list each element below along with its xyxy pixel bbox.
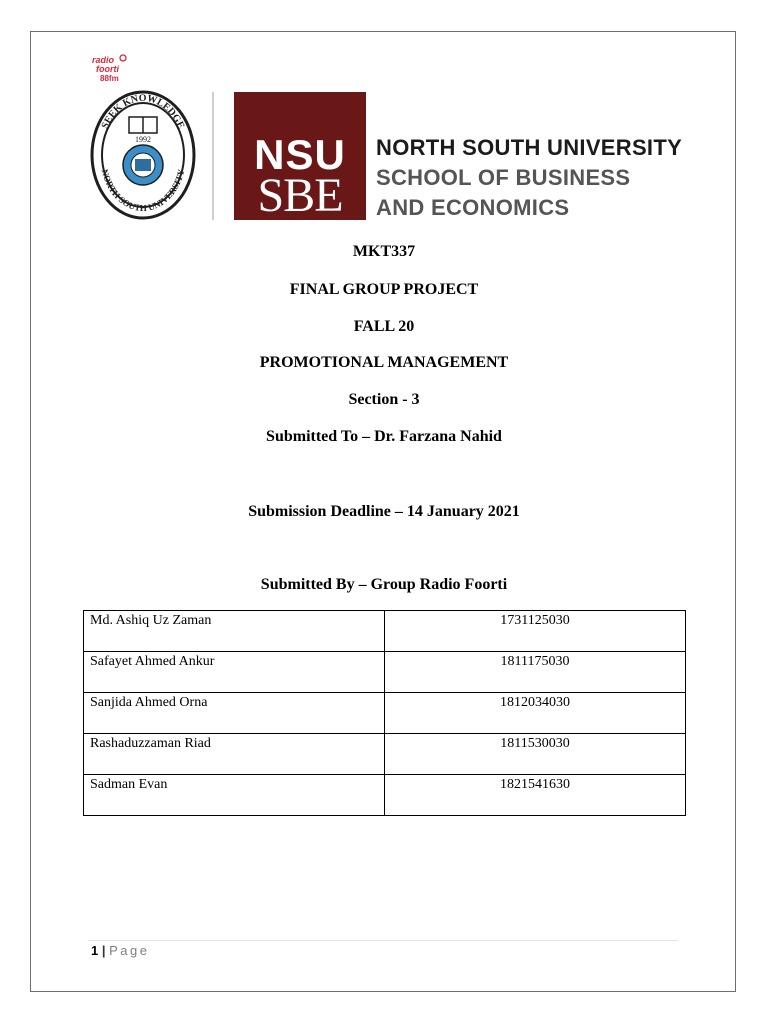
table-row [84, 611, 686, 652]
section: Section - 3 [348, 391, 420, 408]
footer-rule [88, 940, 678, 941]
project-title: FINAL GROUP PROJECT [289, 281, 479, 298]
school-line-2: AND ECONOMICS [376, 195, 570, 220]
svg-text:foorti: foorti [96, 64, 119, 74]
svg-text:SEEK KNOWLEDGE: SEEK KNOWLEDGE [99, 92, 187, 131]
table-row [84, 775, 686, 816]
university-name: NORTH SOUTH UNIVERSITY [376, 135, 683, 160]
semester: FALL 20 [353, 318, 415, 335]
member-id: 1811530030 [385, 734, 686, 775]
university-seal [90, 89, 196, 221]
logo-divider [212, 92, 214, 220]
member-id: 1821541630 [385, 775, 686, 816]
member-name: Md. Ashiq Uz Zaman [84, 611, 385, 652]
page-label: Page [109, 943, 150, 958]
table-row [84, 693, 686, 734]
nsu-abbrev: NSU [254, 131, 346, 178]
member-name: Safayet Ahmed Ankur [84, 652, 385, 693]
member-id: 1812034030 [385, 693, 686, 734]
submitted-to: Submitted To – Dr. Farzana Nahid [266, 428, 502, 445]
svg-text:NORTH SOUTH UNIVERSITY: NORTH SOUTH UNIVERSITY [99, 168, 187, 214]
sbe-abbrev: SBE [257, 169, 343, 222]
svg-text:88fm: 88fm [100, 74, 119, 83]
submission-deadline: Submission Deadline – 14 January 2021 [248, 503, 520, 520]
university-wordmark [376, 133, 682, 223]
radio-foorti-logo [90, 52, 130, 84]
svg-text:1992: 1992 [135, 135, 151, 144]
table-row [84, 734, 686, 775]
submitted-by: Submitted By – Group Radio Foorti [260, 576, 508, 593]
page-footer [91, 943, 150, 958]
member-id: 1811175030 [385, 652, 686, 693]
member-name: Rashaduzzaman Riad [84, 734, 385, 775]
svg-text:radio: radio [92, 55, 115, 65]
footer-separator: | [101, 943, 106, 958]
course-code: MKT337 [352, 243, 416, 260]
member-name: Sadman Evan [84, 775, 385, 816]
nsu-sbe-logo [234, 92, 366, 220]
members-table [83, 610, 686, 816]
school-line-1: SCHOOL OF BUSINESS [376, 165, 631, 190]
member-id: 1731125030 [385, 611, 686, 652]
table-row [84, 652, 686, 693]
course-name: PROMOTIONAL MANAGEMENT [259, 354, 509, 371]
member-name: Sanjida Ahmed Orna [84, 693, 385, 734]
page-number: 1 [91, 943, 99, 958]
